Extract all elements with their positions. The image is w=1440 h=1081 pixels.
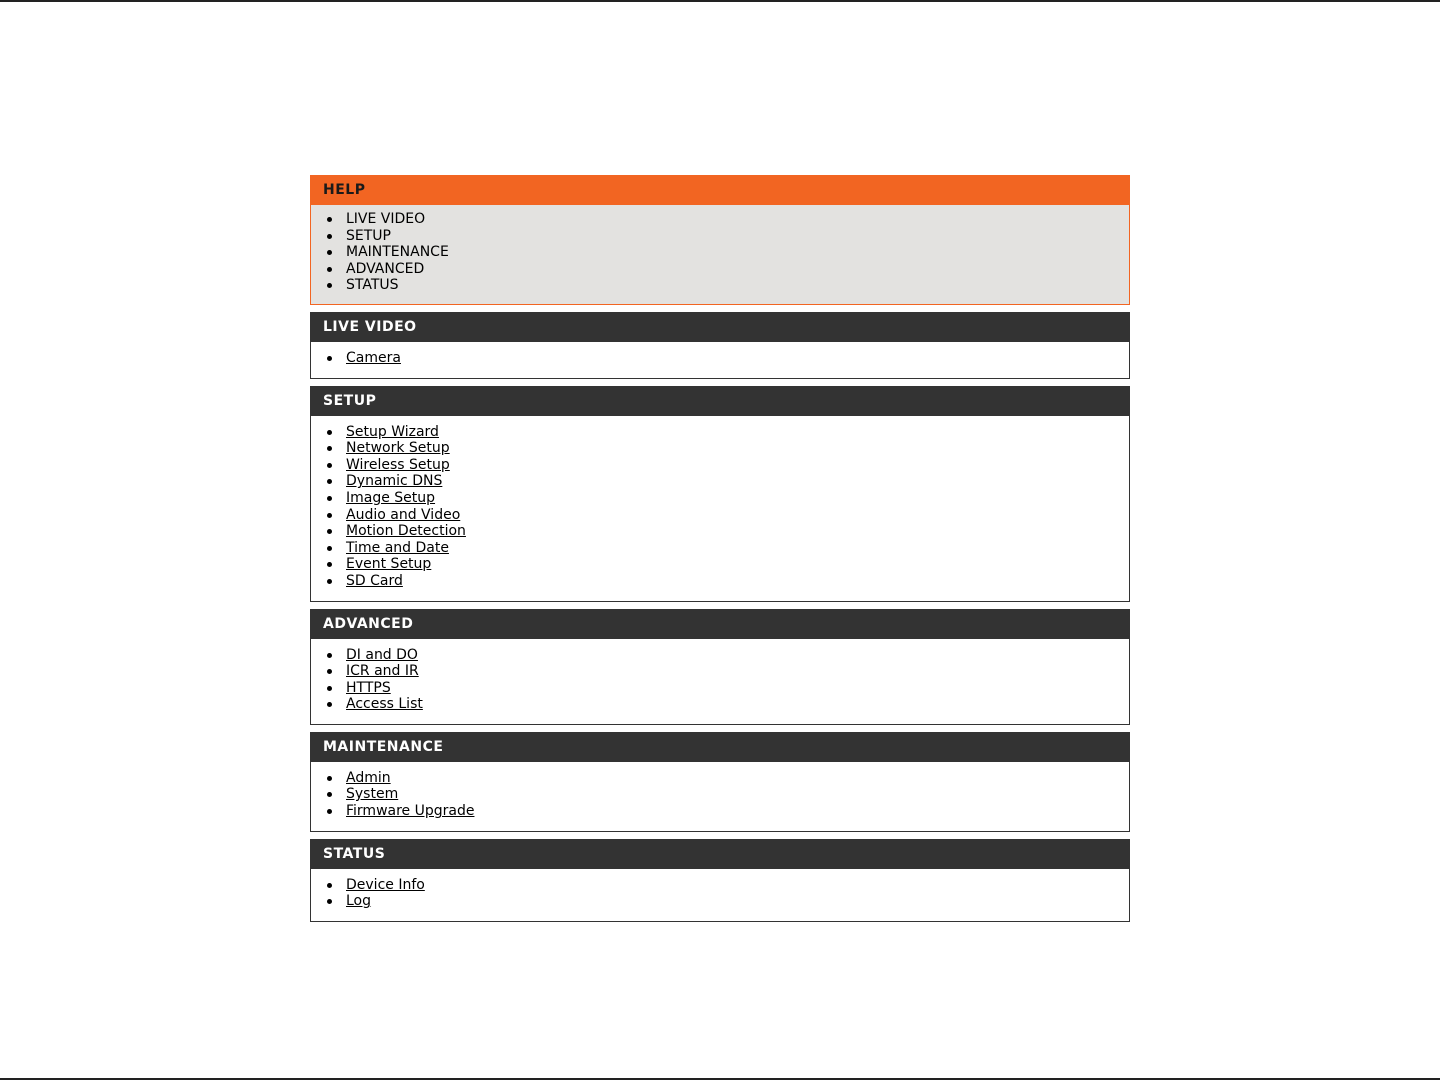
time-and-date-link[interactable]: Time and Date bbox=[346, 539, 449, 556]
list-item bbox=[327, 663, 1129, 680]
bullet-icon bbox=[327, 669, 332, 674]
bullet-icon bbox=[327, 496, 332, 501]
list-item bbox=[327, 440, 1129, 457]
setup-wizard-link[interactable]: Setup Wizard bbox=[346, 423, 439, 440]
bullet-icon bbox=[327, 446, 332, 451]
admin-link[interactable]: Admin bbox=[346, 769, 391, 786]
list-item bbox=[327, 490, 1129, 507]
bullet-icon bbox=[327, 234, 332, 239]
bullet-icon bbox=[327, 217, 332, 222]
bullet-icon bbox=[327, 776, 332, 781]
sd-card-link[interactable]: SD Card bbox=[346, 572, 403, 589]
list-item bbox=[327, 786, 1129, 803]
maintenance-section bbox=[310, 732, 1130, 832]
status-section-title: STATUS bbox=[311, 840, 1129, 869]
bullet-icon bbox=[327, 356, 332, 361]
bullet-icon bbox=[327, 899, 332, 904]
live-video-section bbox=[310, 312, 1130, 379]
help-topic-setup: SETUP bbox=[327, 228, 1129, 245]
help-index bbox=[310, 175, 1130, 929]
list-item bbox=[327, 573, 1129, 590]
top-divider bbox=[0, 0, 1440, 2]
list-item bbox=[327, 540, 1129, 557]
bullet-icon bbox=[327, 562, 332, 567]
setup-section bbox=[310, 386, 1130, 602]
list-item bbox=[327, 877, 1129, 894]
bullet-icon bbox=[327, 267, 332, 272]
list-item bbox=[327, 556, 1129, 573]
di-and-do-link[interactable]: DI and DO bbox=[346, 646, 418, 663]
motion-detection-link[interactable]: Motion Detection bbox=[346, 523, 466, 540]
setup-link-list bbox=[311, 424, 1129, 590]
advanced-section bbox=[310, 609, 1130, 725]
list-item bbox=[327, 473, 1129, 490]
list-item bbox=[327, 893, 1129, 910]
live-video-section-title: LIVE VIDEO bbox=[311, 313, 1129, 342]
list-item bbox=[327, 507, 1129, 524]
bullet-icon bbox=[327, 479, 332, 484]
network-setup-link[interactable]: Network Setup bbox=[346, 440, 450, 457]
bullet-icon bbox=[327, 250, 332, 255]
firmware-upgrade-link[interactable]: Firmware Upgrade bbox=[346, 803, 475, 820]
list-item bbox=[327, 647, 1129, 664]
bullet-icon bbox=[327, 579, 332, 584]
live-video-link-list bbox=[311, 350, 1129, 367]
https-link[interactable]: HTTPS bbox=[346, 679, 391, 696]
wireless-setup-link[interactable]: Wireless Setup bbox=[346, 456, 450, 473]
icr-and-ir-link[interactable]: ICR and IR bbox=[346, 663, 419, 680]
list-item bbox=[327, 457, 1129, 474]
dynamic-dns-link[interactable]: Dynamic DNS bbox=[346, 473, 443, 490]
camera-link[interactable]: Camera bbox=[346, 349, 401, 366]
log-link[interactable]: Log bbox=[346, 893, 372, 910]
system-link[interactable]: System bbox=[346, 786, 399, 803]
bullet-icon bbox=[327, 702, 332, 707]
event-setup-link[interactable]: Event Setup bbox=[346, 556, 432, 573]
bullet-icon bbox=[327, 513, 332, 518]
maintenance-link-list bbox=[311, 770, 1129, 820]
bullet-icon bbox=[327, 792, 332, 797]
image-setup-link[interactable]: Image Setup bbox=[346, 489, 436, 506]
device-info-link[interactable]: Device Info bbox=[346, 876, 425, 893]
bullet-icon bbox=[327, 430, 332, 435]
advanced-link-list bbox=[311, 647, 1129, 713]
bullet-icon bbox=[327, 529, 332, 534]
access-list-link[interactable]: Access List bbox=[346, 696, 423, 713]
list-item bbox=[327, 523, 1129, 540]
status-link-list bbox=[311, 877, 1129, 910]
setup-section-title: SETUP bbox=[311, 387, 1129, 416]
status-section bbox=[310, 839, 1130, 922]
help-topic-list bbox=[311, 211, 1129, 294]
list-item bbox=[327, 424, 1129, 441]
list-item bbox=[327, 680, 1129, 697]
help-topic-live-video: LIVE VIDEO bbox=[327, 211, 1129, 228]
bullet-icon bbox=[327, 809, 332, 814]
list-item bbox=[327, 803, 1129, 820]
bullet-icon bbox=[327, 283, 332, 288]
help-topic-maintenance: MAINTENANCE bbox=[327, 244, 1129, 261]
help-topic-advanced: ADVANCED bbox=[327, 261, 1129, 278]
bottom-divider bbox=[0, 1078, 1440, 1080]
list-item bbox=[327, 770, 1129, 787]
bullet-icon bbox=[327, 686, 332, 691]
list-item bbox=[327, 350, 1129, 367]
help-topic-status: STATUS bbox=[327, 277, 1129, 294]
bullet-icon bbox=[327, 653, 332, 658]
list-item bbox=[327, 696, 1129, 713]
audio-and-video-link[interactable]: Audio and Video bbox=[346, 506, 461, 523]
help-section-title: HELP bbox=[311, 176, 1129, 205]
bullet-icon bbox=[327, 546, 332, 551]
advanced-section-title: ADVANCED bbox=[311, 610, 1129, 639]
bullet-icon bbox=[327, 883, 332, 888]
help-section bbox=[310, 175, 1130, 305]
maintenance-section-title: MAINTENANCE bbox=[311, 733, 1129, 762]
bullet-icon bbox=[327, 463, 332, 468]
